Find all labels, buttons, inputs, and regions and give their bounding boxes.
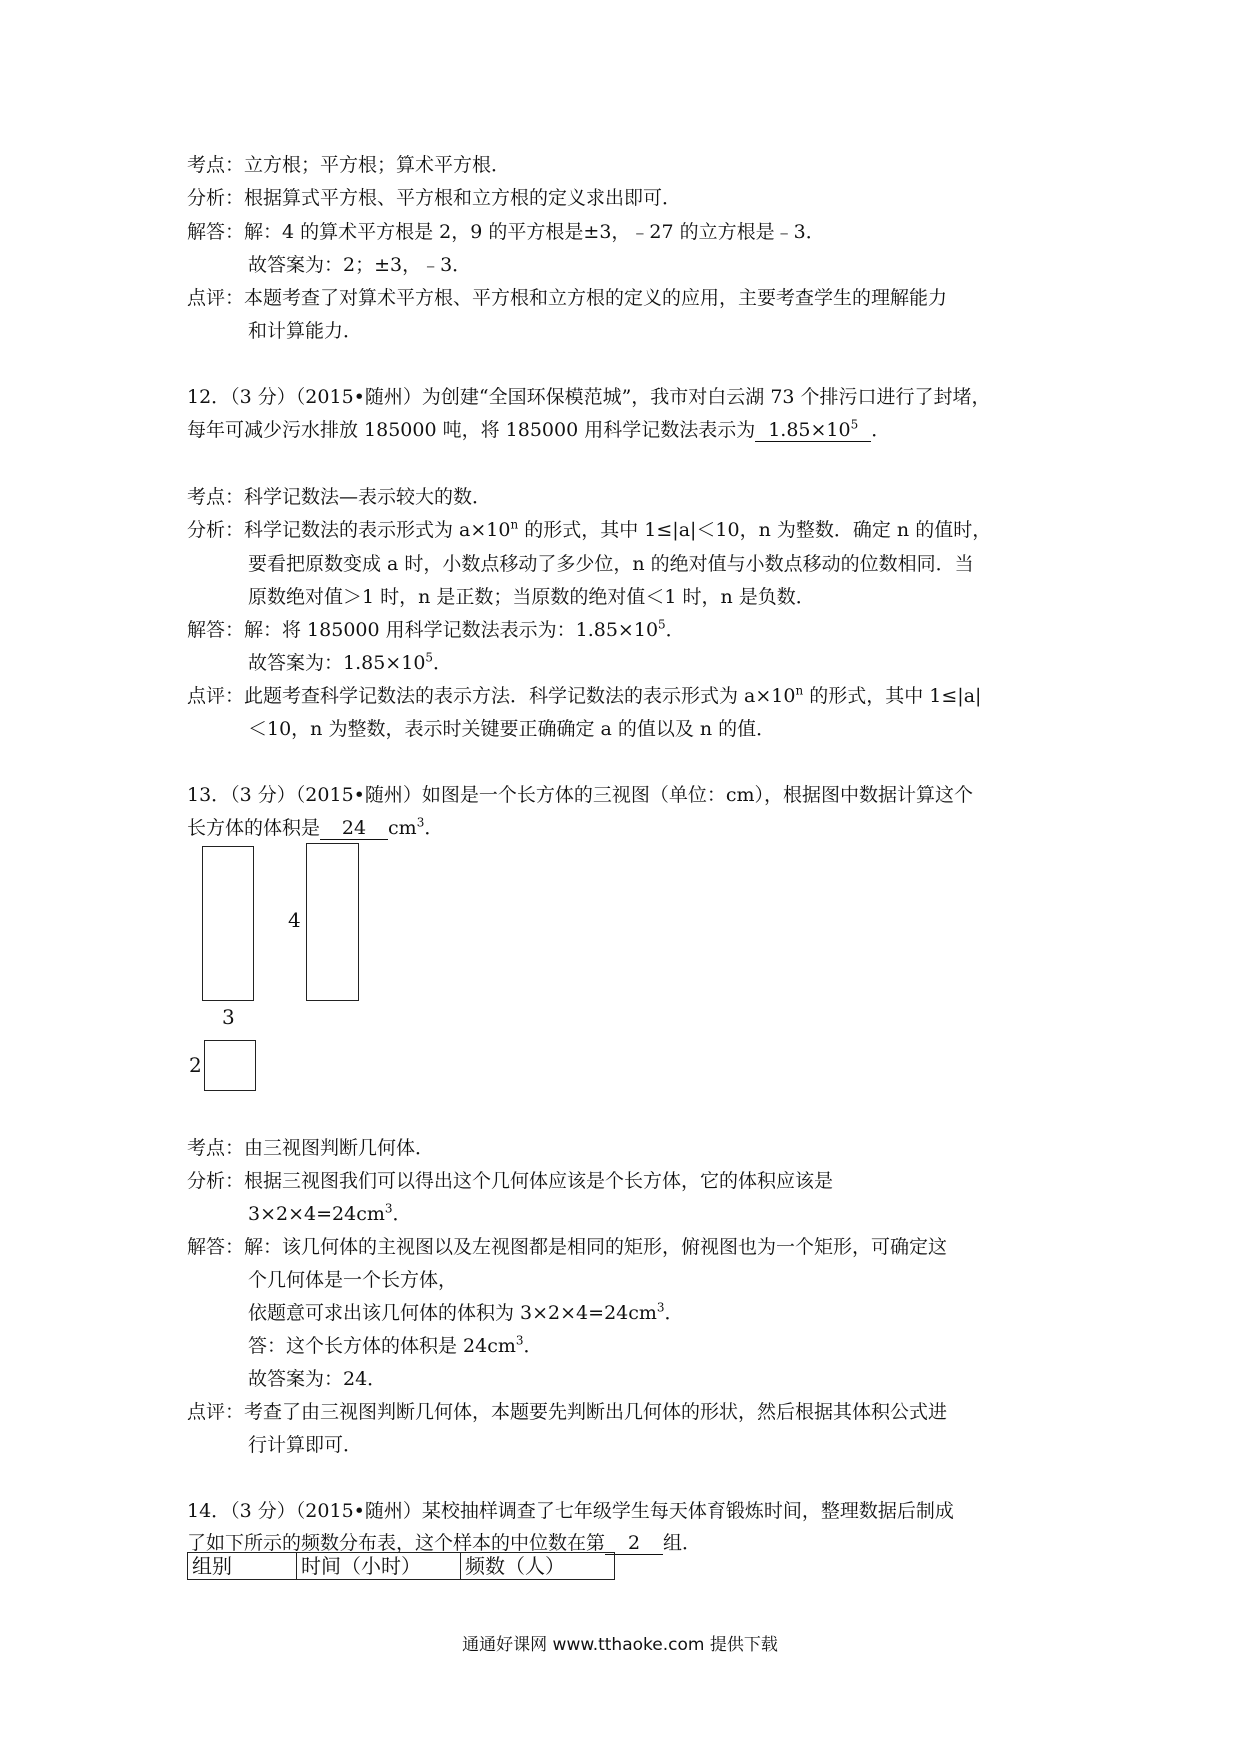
q11-fenxi (187, 186, 681, 210)
q13-kaodian: 考点：由三视图判断几何体． (187, 1137, 435, 1159)
q14-stem-line1: 14．（3 分）（2015•随州）某校抽样调查了七年级学生每天体育锻炼时间，整理数据后制成 (187, 1500, 954, 1522)
q12-fenxi-line2: 要看把原数变成 a 时，小数点移动了多少位，n 的绝对值与小数点移动的位数相同．当 (248, 553, 974, 575)
q13-jieda-line4: 答：这个长方体的体积是 $24cm^3$． (248, 1333, 543, 1357)
label: 考点： (187, 154, 245, 176)
text: 立方根；平方根；算术平方根． (244, 154, 511, 176)
text: 每年可减少污水排放 185000 吨，将 185000 用科学记数法表示为 (187, 419, 756, 441)
frequency-table (187, 1552, 615, 1580)
label: 点评： (187, 287, 245, 309)
q14-stem-line2: 了如下所示的频数分布表，这个样本的中位数在第 2 组． (187, 1532, 702, 1554)
label: 分析： (187, 187, 245, 209)
q12-jieda-line2: 故答案为：$1.85\times 10^5$． (248, 650, 453, 674)
text: 解：4 的算术平方根是 2，9 的平方根是±3，﹣27 的立方根是﹣3． (244, 221, 825, 243)
q13-jieda-line5: 故答案为：24． (248, 1368, 387, 1390)
dimension-label-width: 3 (222, 1005, 235, 1029)
table-header-cell: 组别 (188, 1553, 297, 1580)
text: 本题考查了对算术平方根、平方根和立方根的定义的应用，主要考查学生的理解能力 (244, 287, 948, 309)
q13-fenxi: 分析：根据三视图我们可以得出这个几何体应该是个长方体，它的体积应该是 (187, 1170, 834, 1192)
answer-blank: 24 (320, 817, 388, 840)
q13-jieda: 解答：解：该几何体的主视图以及左视图都是相同的矩形，俯视图也为一个矩形，可确定这 (187, 1236, 948, 1258)
q12-kaodian: 考点：科学记数法—表示较大的数． (187, 486, 492, 508)
q12-stem-line1: 12．（3 分）（2015•随州）为创建“全国环保模范城”，我市对白云湖 73 个排污口进行了封堵， (187, 386, 991, 408)
q11-kaodian (187, 153, 510, 177)
q11-jieda (187, 220, 825, 244)
q13-jieda-line3: 依题意可求出该几何体的体积为 $3\times 2\times 4=24cm^3$． (248, 1300, 684, 1324)
q13-dianping-line2: 行计算即可． (248, 1434, 363, 1456)
q13-fenxi-line2: $3\times 2\times 4=24cm^3$． (248, 1201, 412, 1225)
footer-source-credit: 通通好课网 www.tthaoke.com 提供下载 (462, 1635, 778, 1655)
table-header-cell: 频数（人） (461, 1553, 615, 1580)
q13-stem-line2: 长方体的体积是 24 $cm^3$． (187, 815, 444, 839)
q13-jieda-line2: 个几何体是一个长方体， (248, 1269, 458, 1291)
q11-dianping-line2: 和计算能力． (248, 320, 363, 342)
answer-blank: $1.85\times 10^5$ (755, 419, 871, 442)
table-header-row (188, 1553, 615, 1580)
answer-blank: 2 (605, 1532, 663, 1555)
q12-jieda: 解答：解：将 185000 用科学记数法表示为：$1.85\times 10^5$． (187, 617, 685, 641)
side-view-rect (306, 843, 359, 1001)
label: 解答： (187, 221, 245, 243)
dimension-label-height: 4 (288, 908, 301, 932)
dimension-label-depth: 2 (189, 1053, 202, 1077)
q13-stem-line1: 13．（3 分）（2015•随州）如图是一个长方体的三视图（单位：cm），根据图中数据计算这个 (187, 784, 974, 806)
q12-fenxi: 分析：科学记数法的表示形式为 $a\times 10^n$ 的形式，其中 1≤|a|＜10，n 为整数．确定 n 的值时， (187, 517, 992, 541)
q12-dianping-line2: ＜10，n 为整数，表示时关键要正确确定 a 的值以及 n 的值． (248, 718, 776, 740)
q13-dianping: 点评：考查了由三视图判断几何体，本题要先判断出几何体的形状，然后根据其体积公式进 (187, 1401, 948, 1423)
q12-stem-line2: 每年可减少污水排放 185000 吨，将 185000 用科学记数法表示为 $1.85\times 10^5$ ． (187, 417, 891, 441)
q12-fenxi-line3: 原数绝对值＞1 时，n 是正数；当原数的绝对值＜1 时，n 是负数． (248, 586, 815, 608)
q11-dianping (187, 286, 947, 310)
q11-jieda-line2: 故答案为：2；±3，﹣3． (248, 254, 472, 276)
q12-dianping: 点评：此题考查科学记数法的表示方法．科学记数法的表示形式为 $a\times 10^n$ 的形式，其中 1≤|a| (187, 683, 982, 707)
table-header-cell: 时间（小时） (297, 1553, 461, 1580)
front-view-rect (202, 846, 254, 1001)
top-view-rect (204, 1040, 256, 1091)
text: 根据算式平方根、平方根和立方根的定义求出即可． (244, 187, 682, 209)
